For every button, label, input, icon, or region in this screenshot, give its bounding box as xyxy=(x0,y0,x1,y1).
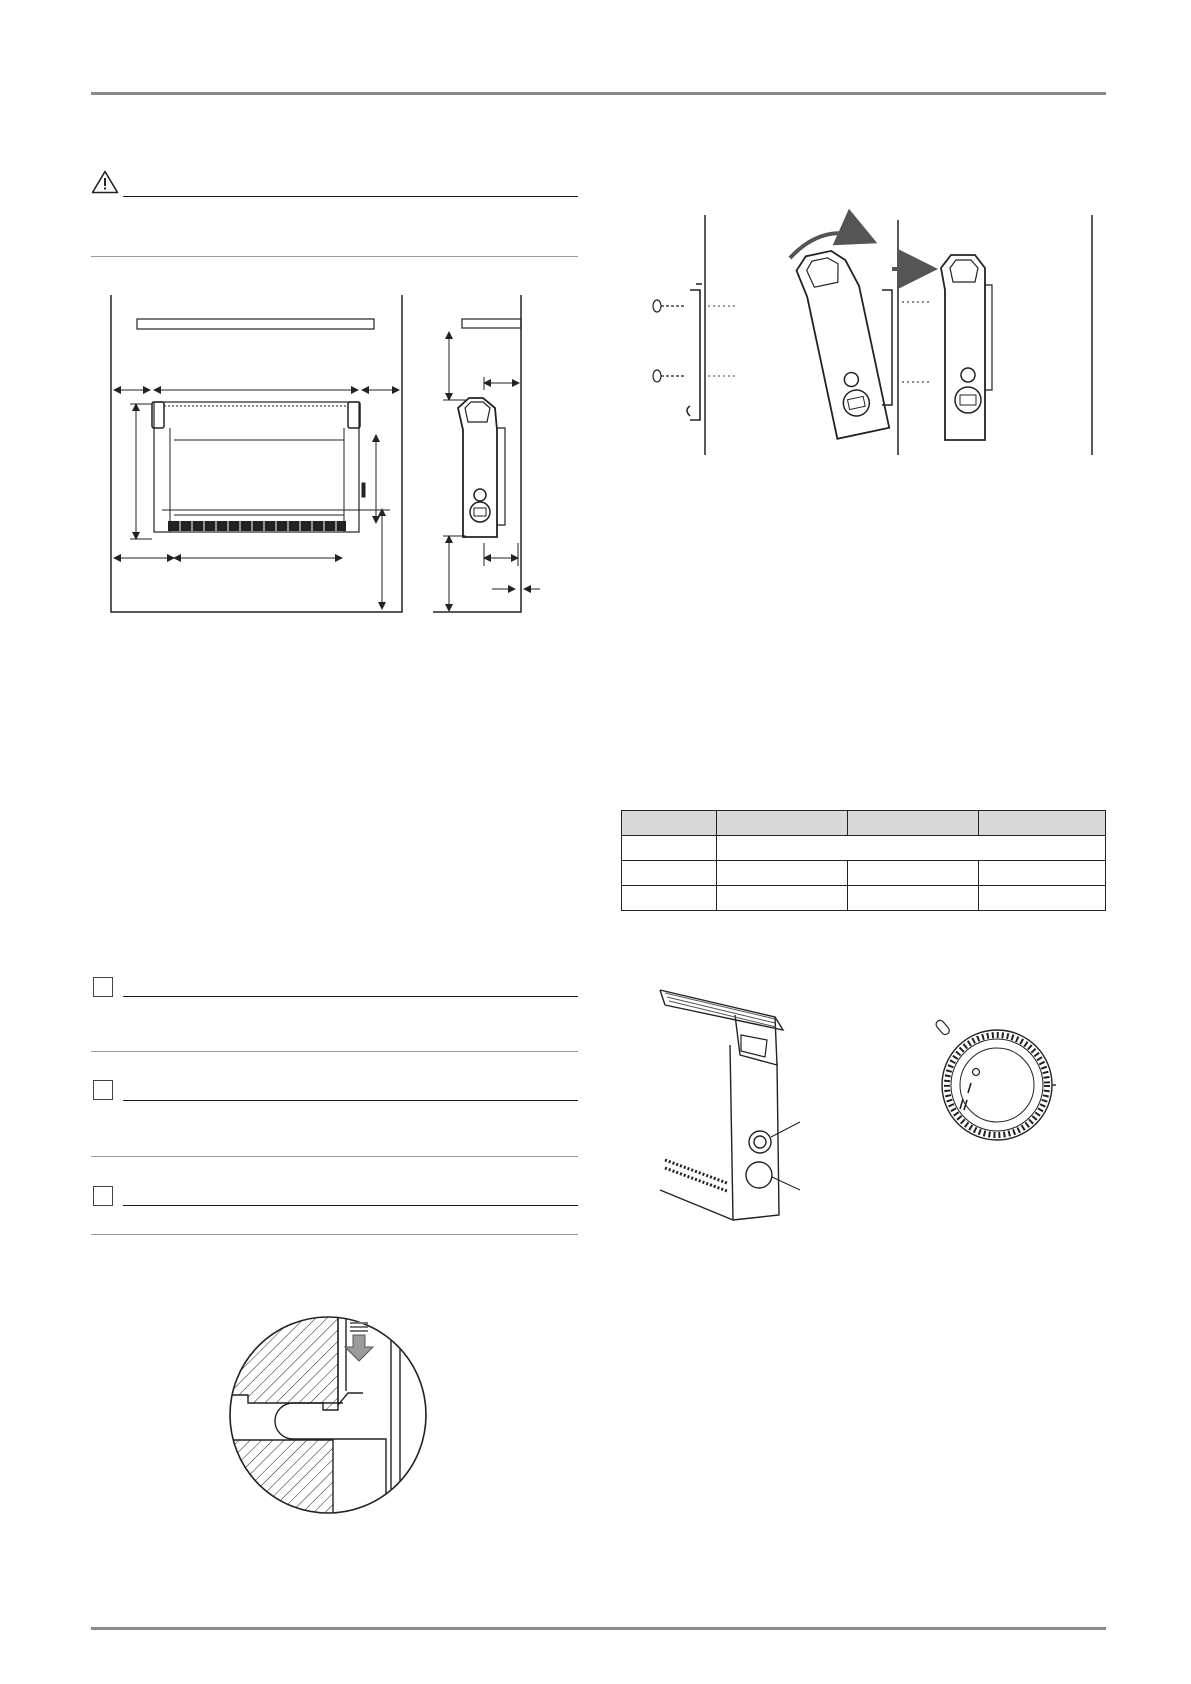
table-cell xyxy=(622,861,717,886)
mounting-sequence-figure xyxy=(630,210,1130,460)
rotate-arrow-icon xyxy=(790,233,870,258)
page-footer-rule xyxy=(91,1627,1106,1630)
step-checkbox-1[interactable] xyxy=(93,977,113,997)
down-arrow-icon xyxy=(345,1323,373,1361)
spec-table-header-cell xyxy=(717,811,848,836)
spec-table-header-cell xyxy=(848,811,979,836)
step-checkbox-3[interactable] xyxy=(93,1186,113,1206)
table-cell xyxy=(848,861,979,886)
page-header-rule xyxy=(91,92,1106,95)
table-cell xyxy=(717,861,848,886)
table-row xyxy=(622,836,1106,861)
table-cell xyxy=(979,886,1106,911)
heater-controls-figure xyxy=(655,985,825,1225)
bracket-detail-figure xyxy=(228,1315,428,1515)
table-cell xyxy=(979,861,1106,886)
table-cell xyxy=(717,836,1106,861)
step-1-heading-rule xyxy=(123,996,578,997)
table-row xyxy=(622,861,1106,886)
step-3-divider xyxy=(91,1234,578,1235)
table-cell xyxy=(622,886,717,911)
table-cell xyxy=(622,836,717,861)
spec-table-header-row xyxy=(622,811,1106,836)
spec-table-header-cell xyxy=(622,811,717,836)
warning-section-divider xyxy=(91,256,578,257)
table-cell xyxy=(717,886,848,911)
clearance-diagram xyxy=(100,290,560,620)
step-checkbox-2[interactable] xyxy=(93,1080,113,1100)
spec-table xyxy=(621,810,1106,911)
step-2-divider xyxy=(91,1156,578,1157)
screw-icon xyxy=(653,300,735,382)
step-3-heading-rule xyxy=(123,1205,578,1206)
step-1-divider xyxy=(91,1051,578,1052)
table-cell xyxy=(848,886,979,911)
warning-heading-rule xyxy=(123,196,578,197)
table-row xyxy=(622,886,1106,911)
spec-table-header-cell xyxy=(979,811,1106,836)
timer-dial-icon xyxy=(932,1015,1062,1145)
warning-triangle-icon xyxy=(91,170,119,194)
step-2-heading-rule xyxy=(123,1100,578,1101)
